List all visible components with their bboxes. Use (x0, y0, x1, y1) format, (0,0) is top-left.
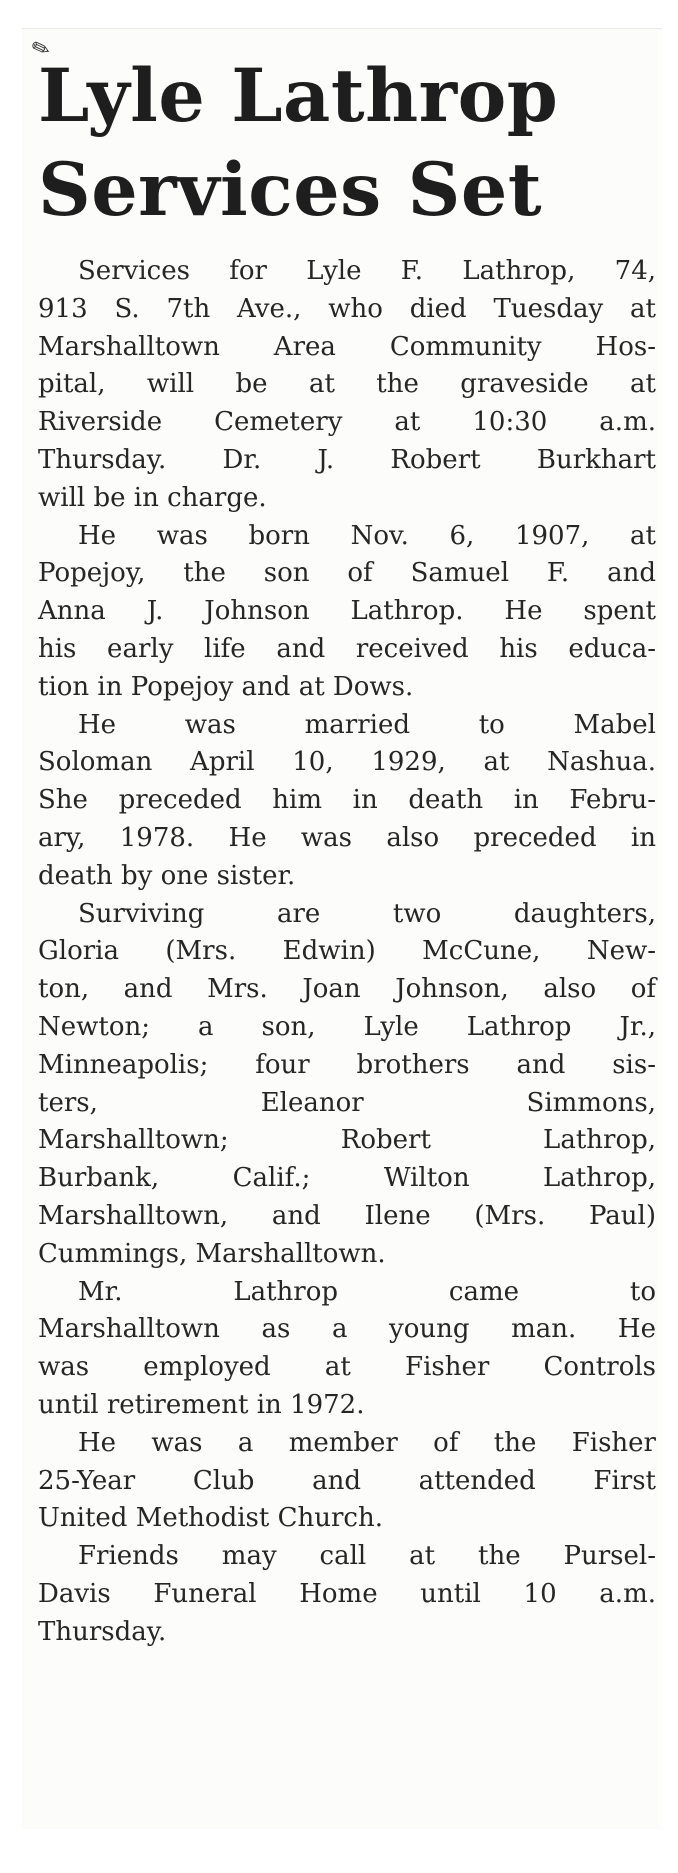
text-line: 913 S. 7th Ave., who died Tuesday at (38, 293, 656, 324)
text-line: Thursday. (38, 1616, 167, 1647)
text-line: Marshalltown; Robert Lathrop, (38, 1125, 656, 1156)
text-line: Anna J. Johnson Lathrop. He spent (38, 596, 656, 627)
article-body (38, 253, 656, 1651)
paragraph-visitation (38, 1538, 656, 1651)
text-line: Newton; a son, Lyle Lathrop Jr., (38, 1011, 656, 1042)
text-line: Surviving are two daughters, (78, 898, 656, 929)
text-line: Friends may call at the Pursel- (78, 1541, 656, 1572)
text-line: 25-Year Club and attended First (38, 1465, 656, 1496)
text-line: until retirement in 1972. (38, 1389, 365, 1420)
text-line: ton, and Mrs. Joan Johnson, also of (38, 974, 656, 1005)
text-line: United Methodist Church. (38, 1503, 383, 1534)
text-line: Services for Lyle F. Lathrop, 74, (78, 256, 656, 286)
text-line: ary, 1978. He was also preceded in (38, 822, 656, 853)
newspaper-clipping (22, 28, 662, 1829)
paragraph-marriage (38, 707, 656, 896)
text-line: tion in Popejoy and at Dows. (38, 671, 414, 702)
text-line: Marshalltown, and Ilene (Mrs. Paul) (38, 1200, 656, 1231)
text-line: He was married to Mabel (78, 709, 656, 740)
text-line: Thursday. Dr. J. Robert Burkhart (38, 444, 656, 475)
text-line: She preceded him in death in Febru- (38, 785, 656, 816)
text-line: Popejoy, the son of Samuel F. and (38, 558, 656, 589)
text-line: Davis Funeral Home until 10 a.m. (38, 1578, 656, 1609)
text-line: pital, will be at the graveside at (38, 369, 656, 400)
text-line: Marshalltown Area Community Hos- (38, 331, 656, 362)
text-line: will be in charge. (38, 482, 267, 513)
headline-line-1: Lyle Lathrop (38, 53, 559, 139)
text-line: was employed at Fisher Controls (38, 1352, 656, 1383)
headline (38, 49, 658, 237)
paragraph-survivors (38, 896, 656, 1274)
text-line: He was a member of the Fisher (78, 1427, 656, 1458)
text-line: Marshalltown as a young man. He (38, 1314, 656, 1345)
text-line: ters, Eleanor Simmons, (38, 1087, 656, 1118)
text-line: death by one sister. (38, 860, 296, 891)
text-line: Soloman April 10, 1929, at Nashua. (38, 747, 656, 778)
text-line: Mr. Lathrop came to (78, 1276, 656, 1307)
text-line: Minneapolis; four brothers and sis- (38, 1049, 656, 1080)
paragraph-services (38, 253, 656, 518)
text-line: Cummings, Marshalltown. (38, 1238, 386, 1269)
paragraph-membership (38, 1425, 656, 1538)
text-line: Riverside Cemetery at 10:30 a.m. (38, 407, 656, 438)
text-line: his early life and received his educa- (38, 633, 656, 664)
headline-line-2: Services Set (38, 147, 543, 233)
clipping-mark-icon: ✎ (28, 34, 55, 65)
paragraph-career (38, 1274, 656, 1425)
text-line: Burbank, Calif.; Wilton Lathrop, (38, 1163, 656, 1194)
paragraph-birth (38, 518, 656, 707)
text-line: He was born Nov. 6, 1907, at (78, 520, 656, 551)
text-line: Gloria (Mrs. Edwin) McCune, New- (38, 936, 656, 967)
